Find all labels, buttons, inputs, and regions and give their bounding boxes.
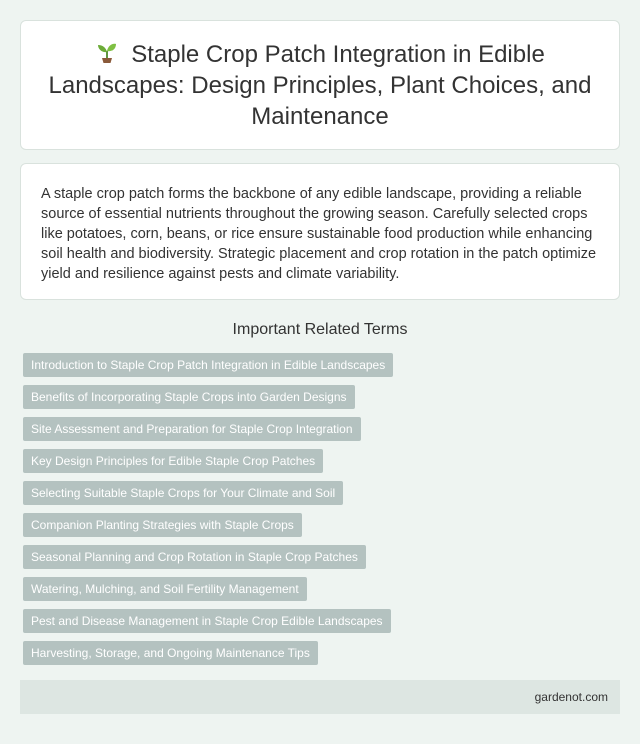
related-terms-list	[23, 353, 620, 673]
site-link[interactable]: gardenot.com	[534, 690, 608, 704]
footer	[20, 680, 620, 714]
page-title	[45, 39, 595, 132]
term-tag[interactable]: Selecting Suitable Staple Crops for Your Climate and Soil	[23, 481, 343, 505]
related-terms-heading: Important Related Terms	[232, 321, 408, 338]
term-tag[interactable]: Site Assessment and Preparation for Staple Crop Integration	[23, 417, 361, 441]
title-card	[20, 20, 620, 150]
term-tag[interactable]: Benefits of Incorporating Staple Crops into Garden Designs	[23, 385, 355, 409]
term-tag[interactable]: Pest and Disease Management in Staple Crop Edible Landscapes	[23, 609, 391, 633]
summary-card	[20, 163, 620, 300]
summary-text: A staple crop patch forms the backbone of any edible landscape, providing a reliable source of essential nutrients throughout the growing season. Carefully selected crops like potatoes, corn, beans, or rice ensure sustainable food production while enhancing soil health and biodiversity. Strategic placement and crop rotation in the patch optimize yield and resilience against pests and climate variability.	[41, 186, 597, 282]
sprout-icon	[95, 40, 119, 64]
page-title-text: Staple Crop Patch Integration in Edible Landscapes: Design Principles, Plant Choices, and Maintenance	[48, 40, 592, 130]
term-tag[interactable]: Watering, Mulching, and Soil Fertility Management	[23, 577, 307, 601]
term-tag[interactable]: Seasonal Planning and Crop Rotation in Staple Crop Patches	[23, 545, 366, 569]
term-tag[interactable]: Introduction to Staple Crop Patch Integration in Edible Landscapes	[23, 353, 393, 377]
term-tag[interactable]: Key Design Principles for Edible Staple Crop Patches	[23, 449, 323, 473]
term-tag[interactable]: Companion Planting Strategies with Staple Crops	[23, 513, 302, 537]
term-tag[interactable]: Harvesting, Storage, and Ongoing Maintenance Tips	[23, 641, 318, 665]
